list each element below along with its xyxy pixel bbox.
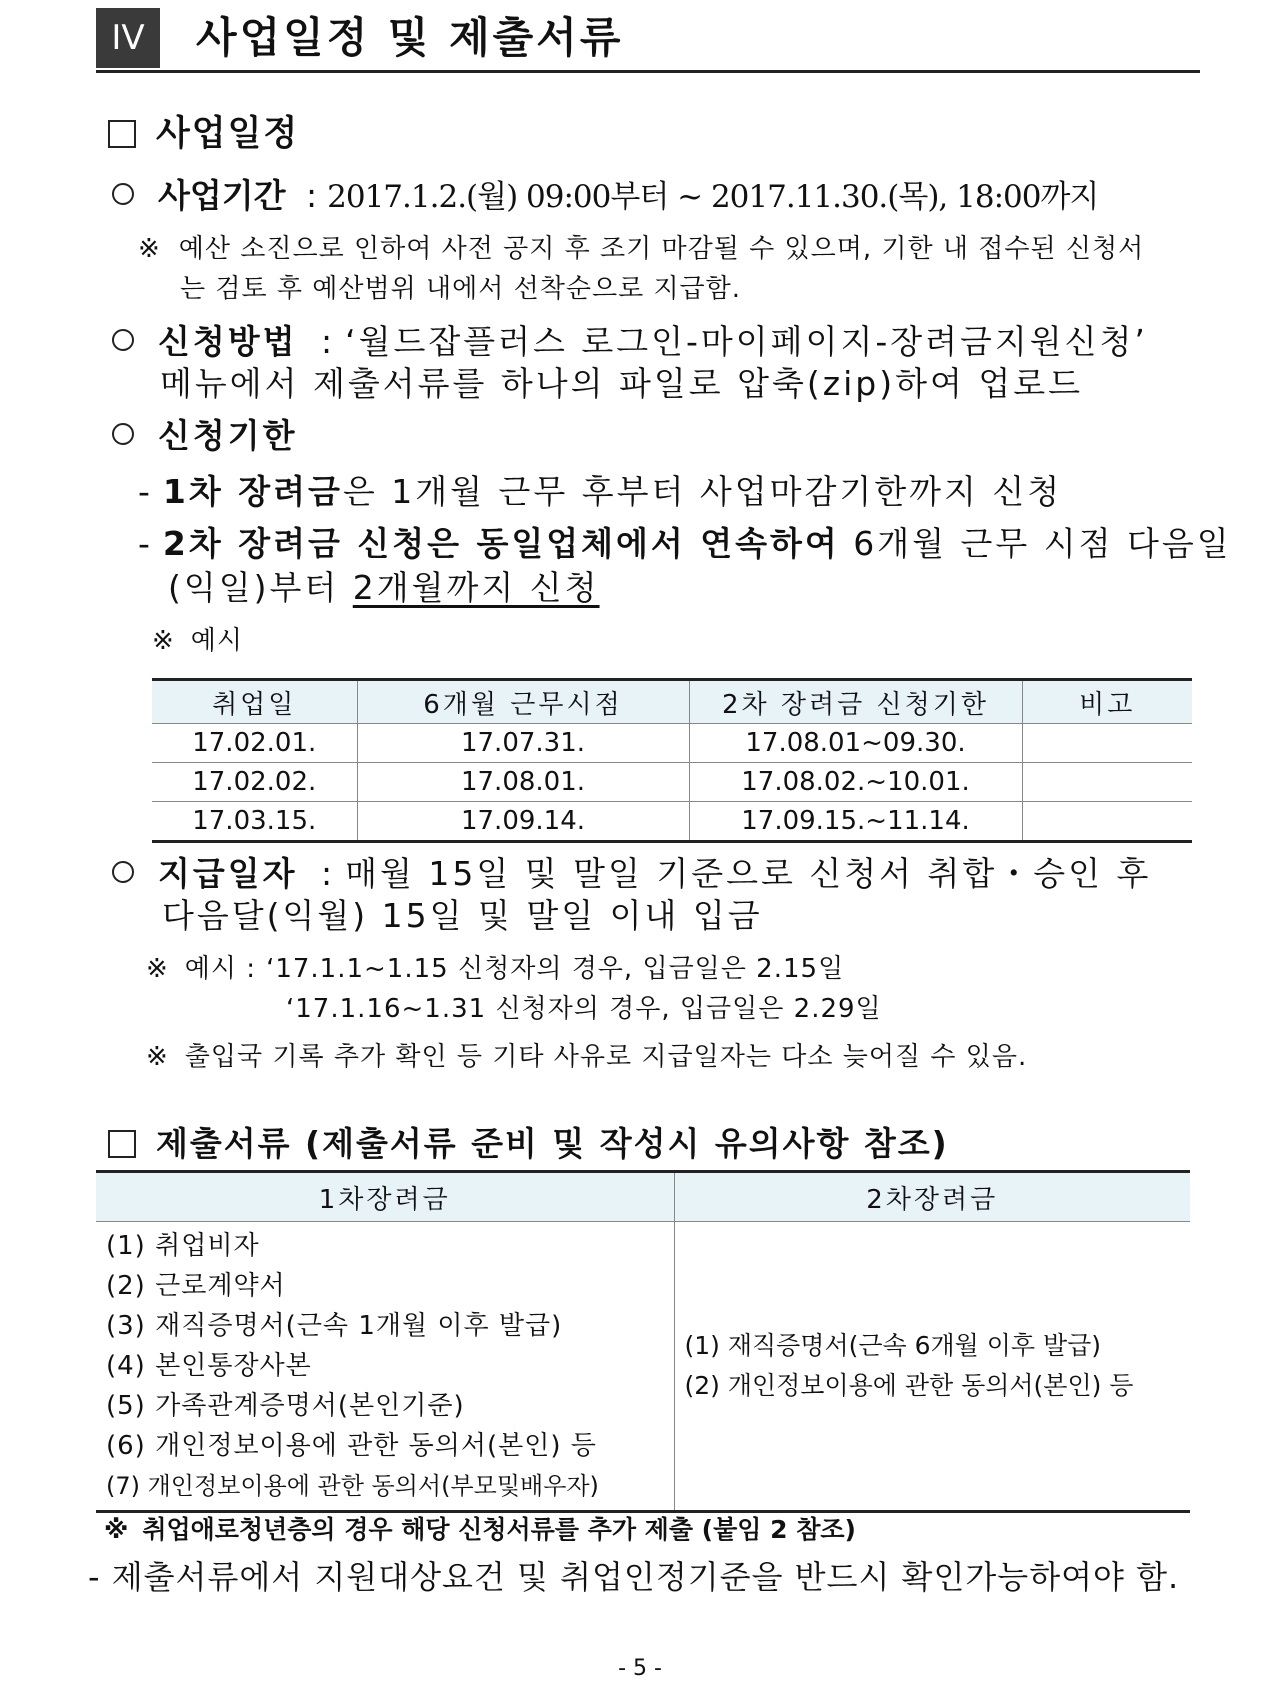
table-header-cell: 2차장려금 — [674, 1172, 1190, 1222]
circle-bullet-icon — [112, 183, 134, 205]
period-note-text1: 예산 소진으로 인하여 사전 공지 후 조기 마감될 수 있으며, 기한 내 접수된 신청서 — [178, 234, 1145, 264]
table-header-row — [96, 1172, 1190, 1222]
example-note-text: 예시 — [190, 626, 244, 656]
schedule-heading — [108, 106, 299, 156]
table-cell: 17.08.01~09.30. — [689, 724, 1022, 763]
table-cell: 17.08.01. — [357, 763, 689, 802]
documents-heading-text: 제출서류 (제출서류 준비 및 작성시 유의사항 참조) — [156, 1124, 949, 1163]
period-note-line2: 는 검토 후 예산범위 내에서 선착순으로 지급함. — [180, 274, 742, 304]
payment-note-line1 — [146, 948, 844, 985]
table-row — [152, 763, 1192, 802]
list-item: (7) 개인정보이용에 관한 동의서(부모및배우자) — [106, 1472, 599, 1500]
table-header-cell: 취업일 — [152, 680, 357, 724]
table-cell: 17.07.31. — [357, 724, 689, 763]
payment-note-text1: ‘17.1.1~1.15 신청자의 경우, 입금일은 2.15일 — [266, 954, 845, 984]
page-number: - 5 - — [618, 1656, 662, 1681]
deadline-item2-bold: 2차 장려금 신청은 동일업체에서 연속하여 — [162, 524, 840, 563]
table-cell: 17.09.15.~11.14. — [689, 802, 1022, 842]
list-item: (1) 재직증명서(근속 6개월 이후 발급) — [684, 1331, 1102, 1360]
period-sep: : — [306, 176, 318, 215]
page-title: 사업일정 및 제출서류 — [196, 13, 624, 62]
deadline-item2 — [138, 518, 1232, 565]
table-row — [96, 1222, 1190, 1512]
checkbox-square-icon — [108, 1130, 136, 1158]
deadline-item2-line2-plain: (익일)부터 — [168, 568, 353, 607]
table-cell — [1022, 724, 1192, 763]
list-item: (4) 본인통장사본 — [106, 1351, 312, 1381]
table-row — [152, 724, 1192, 763]
list-item: (2) 개인정보이용에 관한 동의서(본인) 등 — [684, 1371, 1134, 1400]
list-item: (6) 개인정보이용에 관한 동의서(본인) 등 — [106, 1431, 597, 1461]
example-note — [152, 620, 243, 657]
note-mark: ※ — [152, 626, 175, 656]
table-header-row — [152, 680, 1192, 724]
payment-line1 — [112, 848, 1151, 895]
dash: - — [138, 472, 153, 511]
payment-line2: 다음달(익월) 15일 및 말일 이내 입금 — [162, 896, 763, 935]
table-header-cell: 6개월 근무시점 — [357, 680, 689, 724]
payment-sep: : — [321, 854, 336, 893]
table-header-cell: 비고 — [1022, 680, 1192, 724]
deadline-item1-bold: 1차 장려금 — [162, 472, 343, 511]
deadline-item1 — [138, 466, 1062, 513]
note-mark: ※ — [146, 1042, 169, 1072]
payment-note-line2: ‘17.1.16~1.31 신청자의 경우, 입금일은 2.29일 — [286, 994, 882, 1024]
table-cell: 17.02.02. — [152, 763, 357, 802]
table-cell: 17.03.15. — [152, 802, 357, 842]
deadline-item2-underline: 2개월까지 신청 — [352, 568, 600, 607]
method-label: 신청방법 — [158, 322, 298, 361]
documents-requirement: - 제출서류에서 지원대상요건 및 취업인정기준을 반드시 확인가능하여야 함. — [88, 1558, 1180, 1596]
period-line — [112, 170, 1098, 217]
checkbox-square-icon — [108, 120, 136, 148]
method-line2: 메뉴에서 제출서류를 하나의 파일로 압축(zip)하여 업로드 — [160, 364, 1083, 403]
dash: - — [138, 524, 153, 563]
table-row — [152, 802, 1192, 842]
note-mark: ※ — [138, 234, 161, 264]
documents-col1 — [96, 1222, 674, 1512]
circle-bullet-icon — [112, 423, 134, 445]
documents-col2 — [674, 1222, 1190, 1512]
documents-note — [104, 1510, 856, 1546]
period-note-line1 — [138, 228, 1144, 265]
example-table — [152, 678, 1192, 843]
circle-bullet-icon — [112, 329, 134, 351]
header-divider — [96, 70, 1200, 73]
list-item: (1) 취업비자 — [106, 1231, 260, 1261]
note-mark: ※ — [146, 954, 169, 984]
deadline-heading — [112, 410, 298, 457]
deadline-label: 신청기한 — [158, 416, 298, 455]
section-number-badge: IV — [96, 8, 160, 68]
documents-table — [96, 1170, 1190, 1513]
payment-note-prefix: 예시 : — [184, 954, 257, 984]
payment-text1: 매월 15일 및 말일 기준으로 신청서 취합・승인 후 — [345, 854, 1152, 893]
note-mark: ※ — [104, 1515, 129, 1544]
list-item: (2) 근로계약서 — [106, 1271, 286, 1301]
table-cell: 17.09.14. — [357, 802, 689, 842]
table-cell: 17.02.01. — [152, 724, 357, 763]
deadline-item2-line2 — [168, 562, 600, 609]
deadline-item1-rest: 은 1개월 근무 후부터 사업마감기한까지 신청 — [342, 472, 1063, 511]
payment-label: 지급일자 — [158, 854, 298, 893]
period-value: 2017.1.2.(월) 09:00부터 ~ 2017.11.30.(목), 18:00까지 — [327, 179, 1099, 215]
payment-note2 — [146, 1036, 1027, 1073]
table-header-cell: 1차장려금 — [96, 1172, 674, 1222]
table-cell — [1022, 763, 1192, 802]
schedule-heading-text: 사업일정 — [156, 114, 300, 154]
list-item: (3) 재직증명서(근속 1개월 이후 발급) — [106, 1311, 563, 1341]
method-text1: ‘월드잡플러스 로그인-마이페이지-장려금지원신청’ — [345, 322, 1148, 361]
payment-note2-text: 출입국 기록 추가 확인 등 기타 사유로 지급일자는 다소 늦어질 수 있음. — [184, 1042, 1028, 1072]
list-item: (5) 가족관계증명서(본인기준) — [106, 1391, 465, 1421]
table-cell: 17.08.02.~10.01. — [689, 763, 1022, 802]
documents-note-text: 취업애로청년층의 경우 해당 신청서류를 추가 제출 (붙임 2 참조) — [142, 1515, 856, 1544]
period-label: 사업기간 — [158, 176, 286, 215]
deadline-item2-rest: 6개월 근무 시점 다음일 — [839, 524, 1232, 563]
circle-bullet-icon — [112, 861, 134, 883]
table-header-cell: 2차 장려금 신청기한 — [689, 680, 1022, 724]
method-line1 — [112, 316, 1148, 363]
table-cell — [1022, 802, 1192, 842]
method-sep: : — [321, 322, 336, 361]
documents-heading — [108, 1118, 949, 1165]
